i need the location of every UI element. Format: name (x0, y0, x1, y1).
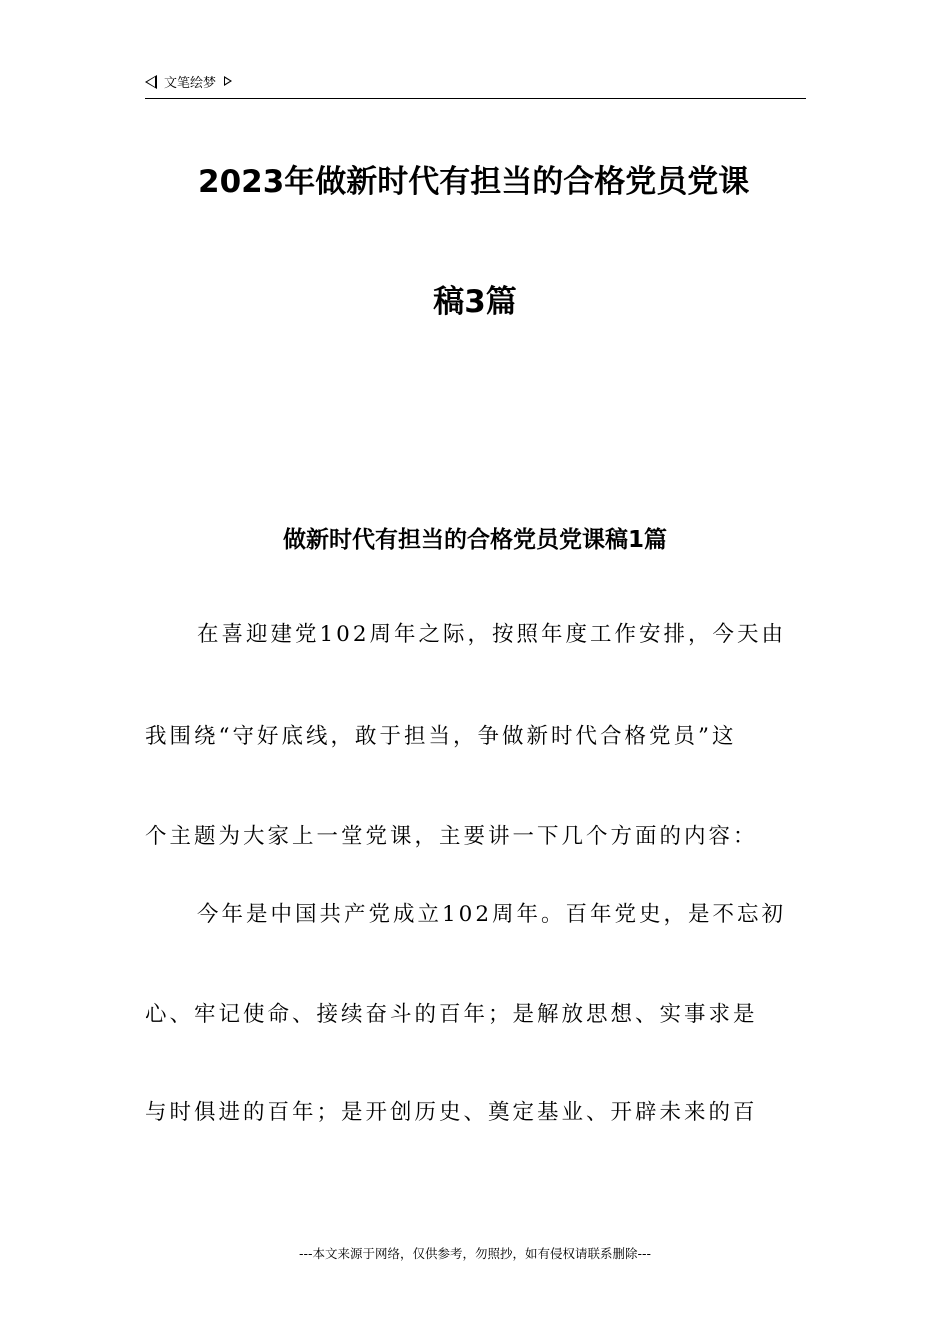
triangle-left-icon (145, 75, 157, 89)
paragraph-2-line-3: 与时俱进的百年；是开创历史、奠定基业、开辟未来的百 (145, 1100, 758, 1125)
document-title-line-1: 2023年做新时代有担当的合格党员党课 (198, 164, 750, 200)
section-heading: 做新时代有担当的合格党员党课稿1篇 (282, 527, 667, 553)
page-header (145, 72, 806, 99)
paragraph-2-line-1: 今年是中国共产党成立102周年。百年党史，是不忘初 (197, 902, 787, 927)
paragraph-2-line-2: 心、牢记使命、接续奋斗的百年；是解放思想、实事求是 (145, 1002, 758, 1027)
header-brand: 文笔绘梦 (164, 76, 217, 91)
triangle-right-icon (224, 76, 232, 86)
page-footer-disclaimer: ---本文来源于网络，仅供参考，勿照抄，如有侵权请联系删除--- (298, 1246, 652, 1261)
paragraph-1-line-1: 在喜迎建党102周年之际，按照年度工作安排，今天由 (197, 622, 787, 647)
paragraph-1-line-3: 个主题为大家上一堂党课，主要讲一下几个方面的内容： (145, 824, 758, 849)
paragraph-1-line-2: 我围绕“守好底线，敢于担当，争做新时代合格党员”这 (145, 724, 737, 749)
document-title-line-2: 稿3篇 (433, 284, 517, 320)
